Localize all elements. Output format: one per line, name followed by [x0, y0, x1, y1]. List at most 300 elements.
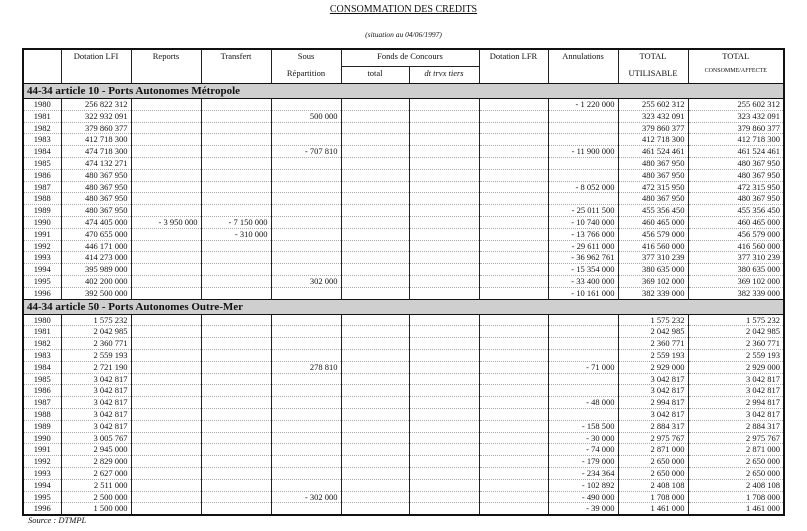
cell-annulations: - 490 000 — [548, 491, 618, 503]
cell-reports — [131, 275, 201, 287]
cell-dotation-lfi: 2 360 771 — [61, 338, 131, 350]
cell-fc-total — [341, 491, 409, 503]
table-row — [23, 397, 784, 409]
cell-fc-dt-trvx-tiers — [409, 99, 479, 111]
cell-sous-repartition — [271, 503, 341, 515]
cell-total-consomme: 2 360 771 — [688, 338, 784, 350]
cell-dotation-lfr — [479, 157, 548, 169]
cell-fc-total — [341, 456, 409, 468]
cell-year: 1984 — [23, 146, 61, 158]
cell-year: 1995 — [23, 491, 61, 503]
cell-total-utilisable: 472 315 950 — [618, 181, 688, 193]
cell-fc-total — [341, 110, 409, 122]
cell-annulations — [548, 314, 618, 326]
cell-year: 1982 — [23, 122, 61, 134]
cell-transfert — [201, 240, 271, 252]
cell-transfert — [201, 169, 271, 181]
cell-total-utilisable: 412 718 300 — [618, 134, 688, 146]
cell-reports — [131, 181, 201, 193]
cell-fc-total — [341, 157, 409, 169]
cell-annulations — [548, 134, 618, 146]
cell-dotation-lfi: 414 273 000 — [61, 252, 131, 264]
cell-fc-dt-trvx-tiers — [409, 216, 479, 228]
header-fc-dt: dt trvx tiers — [409, 67, 479, 84]
cell-fc-dt-trvx-tiers — [409, 503, 479, 515]
cell-reports — [131, 264, 201, 276]
cell-dotation-lfi: 3 042 817 — [61, 408, 131, 420]
cell-dotation-lfr — [479, 228, 548, 240]
cell-fc-dt-trvx-tiers — [409, 157, 479, 169]
cell-fc-dt-trvx-tiers — [409, 491, 479, 503]
cell-transfert — [201, 408, 271, 420]
cell-transfert — [201, 122, 271, 134]
cell-transfert — [201, 456, 271, 468]
cell-dotation-lfi: 446 171 000 — [61, 240, 131, 252]
cell-year: 1987 — [23, 397, 61, 409]
cell-sous-repartition — [271, 314, 341, 326]
cell-reports — [131, 503, 201, 515]
cell-fc-dt-trvx-tiers — [409, 122, 479, 134]
cell-dotation-lfi: 2 945 000 — [61, 444, 131, 456]
cell-sous-repartition — [271, 420, 341, 432]
cell-fc-dt-trvx-tiers — [409, 467, 479, 479]
cell-transfert — [201, 467, 271, 479]
cell-fc-dt-trvx-tiers — [409, 385, 479, 397]
table-row — [23, 216, 784, 228]
cell-fc-total — [341, 385, 409, 397]
cell-reports — [131, 146, 201, 158]
cell-total-utilisable: 2 884 317 — [618, 420, 688, 432]
cell-total-utilisable: 2 408 108 — [618, 479, 688, 491]
header-annulations: Annulations — [548, 49, 618, 67]
header-transfert: Transfert — [201, 49, 271, 67]
table-row — [23, 264, 784, 276]
cell-reports — [131, 122, 201, 134]
cell-fc-dt-trvx-tiers — [409, 146, 479, 158]
table-row — [23, 479, 784, 491]
cell-annulations: - 30 000 — [548, 432, 618, 444]
cell-transfert: - 310 000 — [201, 228, 271, 240]
cell-total-consomme: 2 650 000 — [688, 467, 784, 479]
cell-total-consomme: 2 929 000 — [688, 361, 784, 373]
cell-reports — [131, 134, 201, 146]
cell-sous-repartition — [271, 122, 341, 134]
header-fc-total: total — [341, 67, 409, 84]
cell-total-utilisable: 382 339 000 — [618, 287, 688, 299]
table-row — [23, 349, 784, 361]
cell-annulations — [548, 169, 618, 181]
cell-total-consomme: 255 602 312 — [688, 99, 784, 111]
table-row — [23, 432, 784, 444]
cell-fc-total — [341, 373, 409, 385]
cell-transfert — [201, 146, 271, 158]
cell-sous-repartition — [271, 385, 341, 397]
cell-sous-repartition — [271, 479, 341, 491]
cell-dotation-lfi: 470 655 000 — [61, 228, 131, 240]
cell-total-utilisable: 480 367 950 — [618, 169, 688, 181]
cell-reports — [131, 491, 201, 503]
cell-sous-repartition — [271, 252, 341, 264]
cell-year: 1982 — [23, 338, 61, 350]
header-repartition: Répartition — [271, 67, 341, 84]
table-row — [23, 110, 784, 122]
cell-sous-repartition — [271, 216, 341, 228]
cell-annulations: - 179 000 — [548, 456, 618, 468]
cell-fc-total — [341, 122, 409, 134]
cell-reports — [131, 228, 201, 240]
cell-transfert — [201, 349, 271, 361]
cell-reports — [131, 252, 201, 264]
header-total-consomme: TOTAL — [688, 49, 784, 67]
cell-sous-repartition: 278 810 — [271, 361, 341, 373]
cell-total-consomme: 379 860 377 — [688, 122, 784, 134]
cell-fc-total — [341, 287, 409, 299]
cell-annulations: - 158 500 — [548, 420, 618, 432]
cell-year: 1983 — [23, 134, 61, 146]
cell-dotation-lfi: 392 500 000 — [61, 287, 131, 299]
table-row — [23, 503, 784, 515]
table-row — [23, 287, 784, 299]
cell-total-utilisable: 455 356 450 — [618, 205, 688, 217]
cell-total-consomme: 412 718 300 — [688, 134, 784, 146]
cell-dotation-lfr — [479, 134, 548, 146]
cell-dotation-lfr — [479, 397, 548, 409]
cell-annulations: - 33 400 000 — [548, 275, 618, 287]
table-row — [23, 491, 784, 503]
cell-total-utilisable: 2 042 985 — [618, 326, 688, 338]
header-sous: Sous — [271, 49, 341, 67]
cell-dotation-lfi: 1 575 232 — [61, 314, 131, 326]
cell-annulations: - 8 052 000 — [548, 181, 618, 193]
cell-year: 1983 — [23, 349, 61, 361]
cell-annulations: - 10 161 000 — [548, 287, 618, 299]
cell-dotation-lfi: 3 005 767 — [61, 432, 131, 444]
cell-dotation-lfr — [479, 491, 548, 503]
cell-year: 1986 — [23, 385, 61, 397]
cell-annulations: - 13 766 000 — [548, 228, 618, 240]
cell-dotation-lfr — [479, 479, 548, 491]
cell-year: 1988 — [23, 193, 61, 205]
cell-total-utilisable: 3 042 817 — [618, 385, 688, 397]
cell-total-utilisable: 379 860 377 — [618, 122, 688, 134]
cell-fc-dt-trvx-tiers — [409, 397, 479, 409]
cell-total-utilisable: 456 579 000 — [618, 228, 688, 240]
cell-dotation-lfi: 1 500 000 — [61, 503, 131, 515]
cell-sous-repartition: 500 000 — [271, 110, 341, 122]
cell-sous-repartition — [271, 397, 341, 409]
cell-fc-total — [341, 408, 409, 420]
cell-annulations — [548, 122, 618, 134]
cell-dotation-lfi: 480 367 950 — [61, 205, 131, 217]
cell-fc-total — [341, 240, 409, 252]
cell-total-consomme: 1 461 000 — [688, 503, 784, 515]
cell-fc-dt-trvx-tiers — [409, 444, 479, 456]
cell-annulations — [548, 157, 618, 169]
cell-reports — [131, 456, 201, 468]
cell-sous-repartition — [271, 408, 341, 420]
cell-dotation-lfi: 474 718 300 — [61, 146, 131, 158]
header-dotation-lfr: Dotation LFR — [479, 49, 548, 67]
section-title: 44-34 article 50 - Ports Autonomes Outre-Mer — [23, 299, 784, 314]
cell-reports — [131, 397, 201, 409]
cell-transfert — [201, 326, 271, 338]
source-note: Source : DTMPL — [28, 515, 87, 525]
cell-total-consomme: 382 339 000 — [688, 287, 784, 299]
cell-transfert — [201, 338, 271, 350]
cell-reports — [131, 444, 201, 456]
cell-total-utilisable: 255 602 312 — [618, 99, 688, 111]
cell-sous-repartition — [271, 169, 341, 181]
cell-fc-total — [341, 361, 409, 373]
cell-fc-dt-trvx-tiers — [409, 408, 479, 420]
cell-year: 1985 — [23, 157, 61, 169]
cell-dotation-lfr — [479, 444, 548, 456]
cell-fc-total — [341, 479, 409, 491]
table-row — [23, 157, 784, 169]
header-blank — [61, 67, 131, 84]
cell-total-utilisable: 2 650 000 — [618, 456, 688, 468]
cell-total-consomme: 461 524 461 — [688, 146, 784, 158]
cell-transfert — [201, 287, 271, 299]
cell-sous-repartition — [271, 338, 341, 350]
cell-total-consomme: 460 465 000 — [688, 216, 784, 228]
cell-transfert — [201, 432, 271, 444]
cell-sous-repartition: - 302 000 — [271, 491, 341, 503]
cell-year: 1989 — [23, 205, 61, 217]
cell-fc-dt-trvx-tiers — [409, 275, 479, 287]
cell-fc-dt-trvx-tiers — [409, 361, 479, 373]
cell-fc-dt-trvx-tiers — [409, 169, 479, 181]
header-utilisable: UTILISABLE — [618, 67, 688, 84]
table-row — [23, 408, 784, 420]
table-row — [23, 193, 784, 205]
cell-reports — [131, 467, 201, 479]
cell-annulations: - 74 000 — [548, 444, 618, 456]
cell-year: 1996 — [23, 503, 61, 515]
cell-total-utilisable: 2 929 000 — [618, 361, 688, 373]
cell-fc-dt-trvx-tiers — [409, 432, 479, 444]
cell-total-utilisable: 3 042 817 — [618, 408, 688, 420]
cell-total-utilisable: 480 367 950 — [618, 193, 688, 205]
header-consomme-affecte: CONSOMME/AFFECTE — [688, 67, 784, 84]
cell-reports — [131, 205, 201, 217]
cell-total-consomme: 2 042 985 — [688, 326, 784, 338]
cell-dotation-lfi: 2 627 000 — [61, 467, 131, 479]
cell-annulations: - 10 740 000 — [548, 216, 618, 228]
cell-year: 1994 — [23, 479, 61, 491]
cell-reports — [131, 287, 201, 299]
cell-year: 1988 — [23, 408, 61, 420]
cell-sous-repartition: 302 000 — [271, 275, 341, 287]
cell-year: 1996 — [23, 287, 61, 299]
cell-annulations: - 29 611 000 — [548, 240, 618, 252]
cell-total-utilisable: 2 994 817 — [618, 397, 688, 409]
cell-total-utilisable: 461 524 461 — [618, 146, 688, 158]
cell-reports — [131, 432, 201, 444]
cell-total-utilisable: 2 559 193 — [618, 349, 688, 361]
cell-year: 1981 — [23, 110, 61, 122]
cell-annulations: - 39 000 — [548, 503, 618, 515]
cell-total-consomme: 480 367 950 — [688, 169, 784, 181]
table-row — [23, 169, 784, 181]
cell-fc-dt-trvx-tiers — [409, 338, 479, 350]
table-row — [23, 122, 784, 134]
table-row — [23, 456, 784, 468]
cell-dotation-lfi: 2 829 000 — [61, 456, 131, 468]
cell-total-consomme: 1 708 000 — [688, 491, 784, 503]
cell-total-consomme: 480 367 950 — [688, 157, 784, 169]
cell-dotation-lfr — [479, 503, 548, 515]
cell-sous-repartition — [271, 157, 341, 169]
cell-transfert — [201, 314, 271, 326]
cell-total-consomme: 3 042 817 — [688, 373, 784, 385]
cell-dotation-lfr — [479, 338, 548, 350]
cell-fc-dt-trvx-tiers — [409, 252, 479, 264]
cell-fc-dt-trvx-tiers — [409, 456, 479, 468]
cell-fc-total — [341, 264, 409, 276]
cell-sous-repartition — [271, 326, 341, 338]
cell-fc-dt-trvx-tiers — [409, 228, 479, 240]
cell-fc-dt-trvx-tiers — [409, 205, 479, 217]
cell-total-consomme: 456 579 000 — [688, 228, 784, 240]
header-blank — [548, 67, 618, 84]
table-row — [23, 99, 784, 111]
cell-dotation-lfi: 3 042 817 — [61, 373, 131, 385]
cell-dotation-lfr — [479, 110, 548, 122]
cell-year: 1990 — [23, 432, 61, 444]
section-header — [23, 84, 784, 99]
cell-dotation-lfr — [479, 275, 548, 287]
cell-sous-repartition — [271, 444, 341, 456]
cell-dotation-lfr — [479, 456, 548, 468]
table-row — [23, 420, 784, 432]
cell-sous-repartition — [271, 264, 341, 276]
header-total-utilisable: TOTAL — [618, 49, 688, 67]
cell-sous-repartition — [271, 287, 341, 299]
cell-annulations — [548, 110, 618, 122]
cell-dotation-lfi: 379 860 377 — [61, 122, 131, 134]
cell-dotation-lfr — [479, 432, 548, 444]
cell-reports — [131, 373, 201, 385]
cell-total-utilisable: 377 310 239 — [618, 252, 688, 264]
cell-fc-dt-trvx-tiers — [409, 349, 479, 361]
cell-fc-total — [341, 252, 409, 264]
cell-sous-repartition: - 707 810 — [271, 146, 341, 158]
header-year — [23, 49, 61, 84]
cell-annulations: - 11 900 000 — [548, 146, 618, 158]
cell-total-consomme: 1 575 232 — [688, 314, 784, 326]
cell-fc-dt-trvx-tiers — [409, 287, 479, 299]
cell-dotation-lfr — [479, 314, 548, 326]
cell-year: 1989 — [23, 420, 61, 432]
cell-annulations — [548, 385, 618, 397]
cell-total-consomme: 2 408 108 — [688, 479, 784, 491]
cell-fc-dt-trvx-tiers — [409, 264, 479, 276]
cell-transfert — [201, 252, 271, 264]
cell-sous-repartition — [271, 228, 341, 240]
cell-dotation-lfi: 402 200 000 — [61, 275, 131, 287]
cell-annulations — [548, 338, 618, 350]
cell-total-consomme: 416 560 000 — [688, 240, 784, 252]
cell-fc-total — [341, 275, 409, 287]
cell-annulations — [548, 408, 618, 420]
cell-dotation-lfr — [479, 326, 548, 338]
cell-fc-total — [341, 228, 409, 240]
cell-annulations: - 234 364 — [548, 467, 618, 479]
document-title: CONSOMMATION DES CREDITS — [329, 4, 478, 15]
cell-total-consomme: 323 432 091 — [688, 110, 784, 122]
cell-dotation-lfi: 3 042 817 — [61, 397, 131, 409]
cell-dotation-lfi: 2 042 985 — [61, 326, 131, 338]
cell-year: 1981 — [23, 326, 61, 338]
cell-dotation-lfr — [479, 122, 548, 134]
cell-fc-dt-trvx-tiers — [409, 373, 479, 385]
cell-fc-total — [341, 338, 409, 350]
cell-year: 1980 — [23, 99, 61, 111]
cell-reports — [131, 240, 201, 252]
cell-dotation-lfr — [479, 361, 548, 373]
cell-fc-dt-trvx-tiers — [409, 479, 479, 491]
cell-annulations — [548, 349, 618, 361]
cell-year: 1990 — [23, 216, 61, 228]
cell-total-consomme: 369 102 000 — [688, 275, 784, 287]
cell-year: 1991 — [23, 228, 61, 240]
cell-fc-total — [341, 326, 409, 338]
cell-fc-total — [341, 181, 409, 193]
cell-year: 1991 — [23, 444, 61, 456]
cell-dotation-lfi: 2 721 190 — [61, 361, 131, 373]
cell-transfert — [201, 385, 271, 397]
cell-reports — [131, 110, 201, 122]
cell-total-consomme: 2 871 000 — [688, 444, 784, 456]
cell-transfert — [201, 264, 271, 276]
cell-total-utilisable: 2 975 767 — [618, 432, 688, 444]
table-row — [23, 228, 784, 240]
cell-dotation-lfi: 480 367 950 — [61, 193, 131, 205]
cell-fc-dt-trvx-tiers — [409, 110, 479, 122]
cell-fc-total — [341, 169, 409, 181]
cell-transfert — [201, 491, 271, 503]
cell-fc-total — [341, 205, 409, 217]
cell-dotation-lfi: 3 042 817 — [61, 385, 131, 397]
cell-annulations: - 36 962 761 — [548, 252, 618, 264]
cell-fc-dt-trvx-tiers — [409, 314, 479, 326]
cell-year: 1993 — [23, 252, 61, 264]
cell-total-consomme: 2 975 767 — [688, 432, 784, 444]
cell-fc-dt-trvx-tiers — [409, 326, 479, 338]
cell-dotation-lfr — [479, 146, 548, 158]
cell-sous-repartition — [271, 181, 341, 193]
cell-year: 1984 — [23, 361, 61, 373]
cell-sous-repartition — [271, 134, 341, 146]
header-dotation-lfi: Dotation LFI — [61, 49, 131, 67]
cell-fc-total — [341, 467, 409, 479]
cell-transfert — [201, 157, 271, 169]
cell-annulations: - 1 220 000 — [548, 99, 618, 111]
table-row — [23, 314, 784, 326]
cell-total-consomme: 455 356 450 — [688, 205, 784, 217]
cell-fc-total — [341, 146, 409, 158]
table-row — [23, 385, 784, 397]
cell-dotation-lfi: 412 718 300 — [61, 134, 131, 146]
cell-reports — [131, 157, 201, 169]
cell-reports: - 3 950 000 — [131, 216, 201, 228]
cell-total-utilisable: 1 575 232 — [618, 314, 688, 326]
cell-total-utilisable: 2 650 000 — [618, 467, 688, 479]
cell-dotation-lfr — [479, 169, 548, 181]
cell-fc-dt-trvx-tiers — [409, 240, 479, 252]
cell-annulations: - 71 000 — [548, 361, 618, 373]
